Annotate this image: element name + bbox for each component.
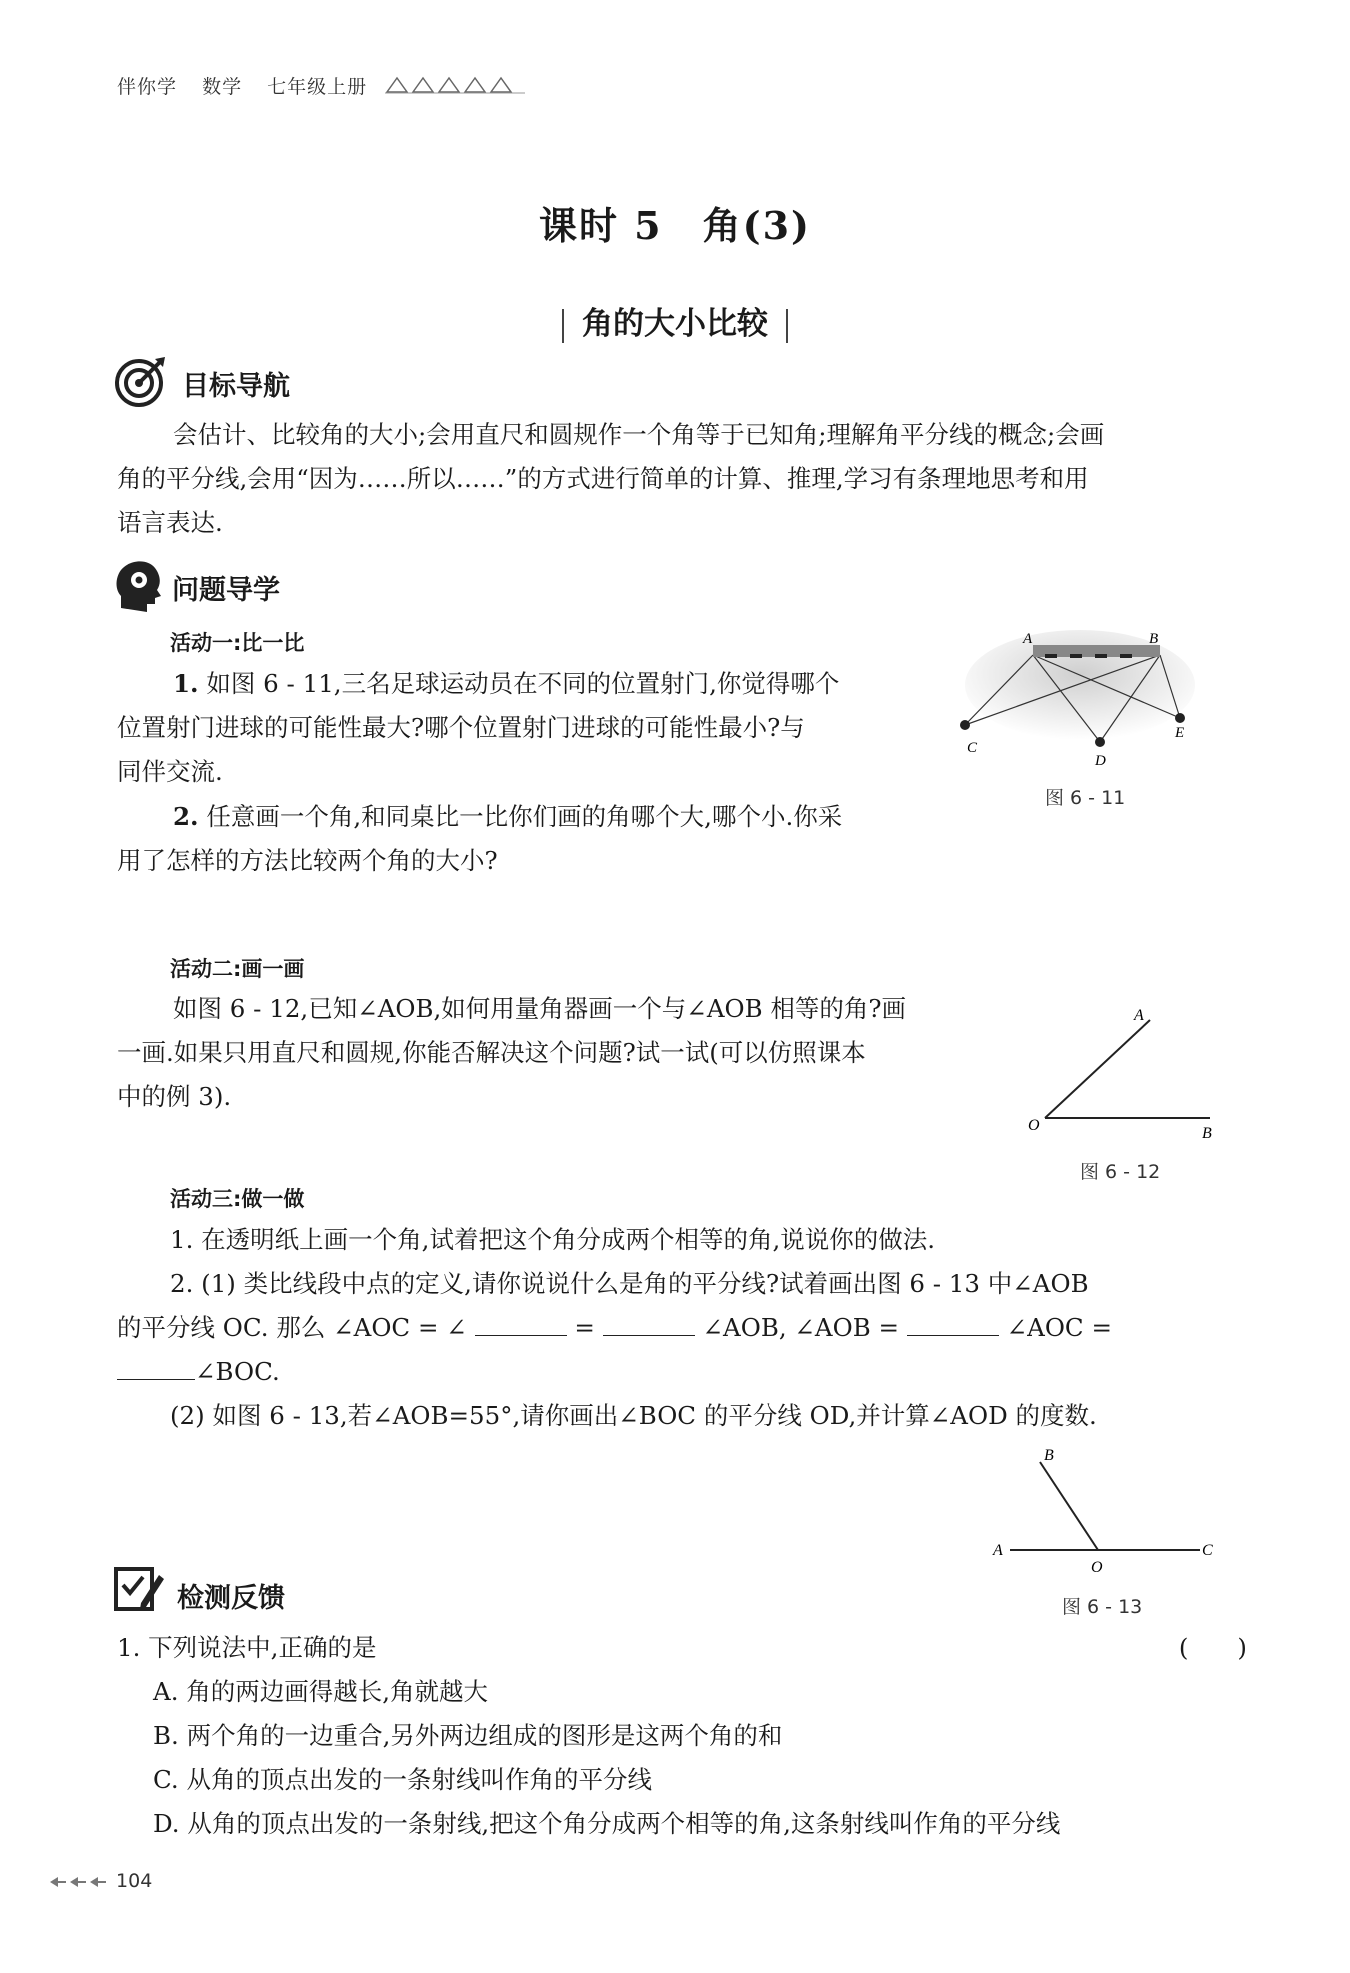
label-b: B [1149, 631, 1159, 647]
activity2-title: 活动二:画一画 [170, 957, 305, 981]
figure-caption: 图 6 - 11 [1045, 787, 1126, 809]
activity3-q2-line2 [117, 1306, 1247, 1350]
answer-blank[interactable] [907, 1309, 999, 1336]
page-number: 104 [116, 1870, 153, 1892]
label-a: A [1023, 631, 1033, 647]
question-text: 1. 下列说法中,正确的是 [117, 1633, 377, 1662]
subtitle-text: 角的大小比较 [582, 306, 768, 342]
activity1-title: 活动一:比一比 [170, 631, 305, 655]
player-c [960, 720, 970, 730]
option-d[interactable]: D. 从角的顶点出发的一条射线,把这个角分成两个相等的角,这条射线叫作角的平分线 [153, 1809, 1061, 1838]
q-number: 1. [173, 669, 199, 698]
label-b: B [1202, 1125, 1212, 1142]
q-text: 同伴交流. [117, 757, 223, 786]
figure-6-12 [1020, 1000, 1230, 1150]
figure-6-11 [955, 630, 1205, 770]
answer-blank[interactable] [603, 1309, 695, 1336]
label-c: C [1202, 1542, 1213, 1559]
triangle-ornament-icon [385, 74, 530, 94]
text-segment: 的平分线 OC. 那么 ∠AOC = ∠ [117, 1313, 467, 1342]
activity3-q2-line1: 2. (1) 类比线段中点的定义,请你说说什么是角的平分线?试着画出图 6 - 13 中∠AOB [170, 1269, 1089, 1298]
activity3-body [117, 1218, 1247, 1438]
q-number: 2. [173, 802, 199, 831]
text-segment: ∠AOC = [1006, 1313, 1112, 1342]
feedback-q1 [117, 1626, 1247, 1670]
feedback-options [153, 1670, 1243, 1846]
head-gear-icon [113, 558, 165, 614]
arrow-ornament-icon [50, 1876, 110, 1888]
divider [786, 309, 788, 343]
figure-6-13 [985, 1442, 1225, 1582]
figure-caption: 图 6 - 12 [1080, 1161, 1161, 1183]
subject-name: 数学 [202, 76, 243, 98]
divider [562, 309, 564, 343]
goal-line: 会估计、比较角的大小;会用直尺和圆规作一个角等于已知角;理解角平分线的概念;会画 [173, 420, 1105, 449]
goal-line: 语言表达. [117, 508, 223, 537]
page-footer [50, 1870, 152, 1892]
text-segment: ∠BOC. [195, 1357, 280, 1386]
label-c: C [967, 740, 978, 756]
running-header [117, 72, 385, 99]
lesson-title: 课时 5 角(3) [538, 203, 812, 248]
answer-blank[interactable] [117, 1353, 195, 1380]
answer-bracket[interactable]: ( ) [1178, 1633, 1247, 1662]
q-text: 如图 6 - 11,三名足球运动员在不同的位置射门,你觉得哪个 [206, 669, 840, 698]
grade-name: 七年级上册 [267, 76, 368, 98]
text-line: 一画.如果只用直尺和圆规,你能否解决这个问题?试一试(可以仿照课本 [117, 1038, 866, 1067]
label-e: E [1175, 725, 1185, 741]
guide-heading: 问题导学 [172, 575, 280, 606]
answer-blank[interactable] [475, 1309, 567, 1336]
player-e [1175, 713, 1185, 723]
activity3-q1: 1. 在透明纸上画一个角,试着把这个角分成两个相等的角,说说你的做法. [170, 1225, 936, 1254]
activity3-q2-part2: (2) 如图 6 - 13,若∠AOB=55°,请你画出∠BOC 的平分线 OD,并计算∠AOD 的度数. [170, 1401, 1097, 1430]
activity3-title: 活动三:做一做 [170, 1187, 305, 1211]
feedback-heading: 检测反馈 [177, 1583, 285, 1614]
goal-heading: 目标导航 [182, 371, 290, 402]
option-a[interactable]: A. 角的两边画得越长,角就越大 [153, 1677, 489, 1706]
activity2-text [117, 987, 1017, 1119]
label-d: D [1095, 753, 1106, 769]
q-text: 用了怎样的方法比较两个角的大小? [117, 846, 498, 875]
label-o: O [1028, 1117, 1040, 1134]
q-text: 任意画一个角,和同桌比一比你们画的角哪个大,哪个小.你采 [206, 802, 843, 831]
label-a: A [993, 1542, 1003, 1559]
text-line: 中的例 3). [117, 1082, 232, 1111]
activity1-q2 [117, 795, 947, 883]
activity3-q2-line3 [117, 1350, 1247, 1394]
label-b: B [1044, 1447, 1054, 1464]
figure-caption: 图 6 - 13 [1062, 1596, 1143, 1618]
goal-text [117, 413, 1237, 545]
label-a: A [1134, 1007, 1144, 1024]
text-line: 如图 6 - 12,已知∠AOB,如何用量角器画一个与∠AOB 相等的角?画 [173, 994, 907, 1023]
text-segment: = [574, 1313, 595, 1342]
goal-line: 角的平分线,会用“因为……所以……”的方式进行简单的计算、推理,学习有条理地思考和用 [117, 464, 1089, 493]
option-c[interactable]: C. 从角的顶点出发的一条射线叫作角的平分线 [153, 1765, 652, 1794]
checklist-pencil-icon [113, 1563, 165, 1613]
lesson-subtitle [0, 298, 1350, 343]
book-name: 伴你学 [117, 76, 178, 98]
label-o: O [1091, 1559, 1103, 1576]
option-b[interactable]: B. 两个角的一边重合,另外两边组成的图形是这两个角的和 [153, 1721, 783, 1750]
player-d [1095, 737, 1105, 747]
text-segment: ∠AOB, ∠AOB = [702, 1313, 900, 1342]
activity1-q1 [117, 662, 947, 794]
target-icon [113, 355, 167, 409]
q-text: 位置射门进球的可能性最大?哪个位置射门进球的可能性最小?与 [117, 713, 805, 742]
